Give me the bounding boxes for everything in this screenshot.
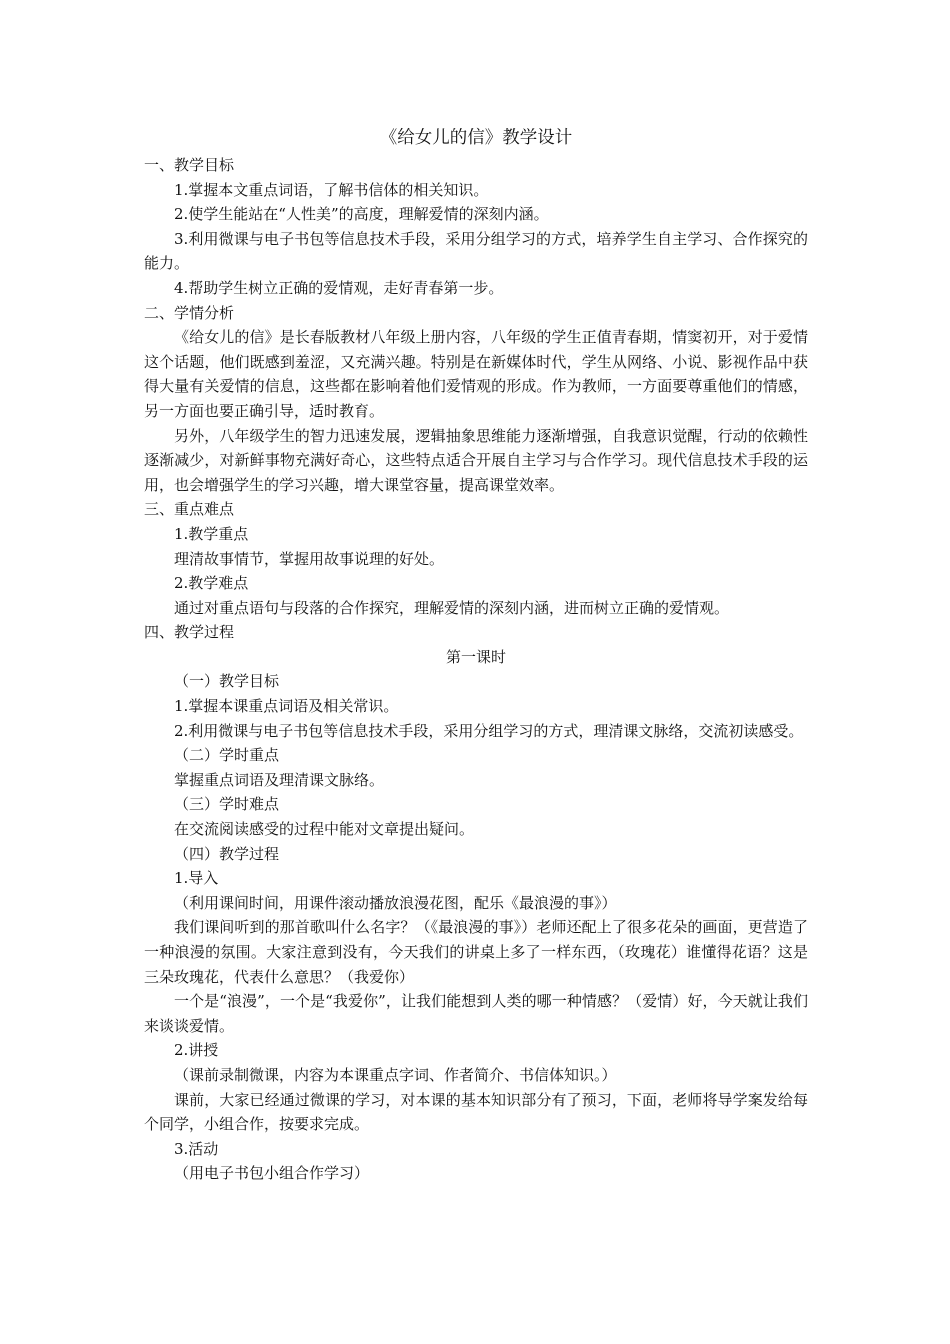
section-heading: 三、重点难点 <box>144 500 235 519</box>
paragraph: （二）学时重点 <box>174 746 280 765</box>
paragraph: 1.掌握本课重点词语及相关常识。 <box>174 697 399 716</box>
paragraph: 3.利用微课与电子书包等信息技术手段，采用分组学习的方式，培养学生自主学习、合作探究的能力。 <box>144 229 808 273</box>
section-heading: 一、教学目标 <box>144 156 235 174</box>
paragraph: 《给女儿的信》是长春版教材八年级上册内容，八年级的学生正值青春期，情窦初开，对于爱情这个话题，他们既感到羞涩，又充满兴趣。特别是在新媒体时代，学生从网络、小说、影视作品中获得大量有关爱情的信息，这些都在影响着他们爱情观的形成。作为教师，一方面要尊重他们的情感，另一方面也要正确引导，适时教育。 <box>144 328 808 420</box>
paragraph: 2.使学生能站在“人性美”的高度，理解爱情的深刻内涵。 <box>174 205 549 224</box>
paragraph: 2.教学难点 <box>174 574 249 593</box>
paragraph: （用电子书包小组合作学习） <box>174 1164 370 1183</box>
paragraph: （课前录制微课，内容为本课重点字词、作者简介、书信体知识。） <box>174 1065 617 1084</box>
paragraph: （利用课间时间，用课件滚动播放浪漫花图，配乐《最浪漫的事》） <box>174 893 617 912</box>
paragraph: 在交流阅读感受的过程中能对文章提出疑问。 <box>174 820 475 839</box>
paragraph: 1.掌握本文重点词语，了解书信体的相关知识。 <box>174 180 489 199</box>
paragraph: 一个是“浪漫”，一个是“我爱你”，让我们能想到人类的哪一种情感？（爱情）好，今天就让我们来谈谈爱情。 <box>144 992 808 1035</box>
paragraph: （四）教学过程 <box>174 844 280 863</box>
paragraph: 另外，八年级学生的智力迅速发展，逻辑抽象思维能力逐渐增强，自我意识觉醒，行动的依赖性逐渐减少，对新鲜事物充满好奇心，这些特点适合开展自主学习与合作学习。现代信息技术手段的运用，也会增强学生的学习兴趣，增大课堂容量，提高课堂效率。 <box>144 426 808 494</box>
document-title: 《给女儿的信》教学设计 <box>379 128 573 148</box>
lesson-heading: 第一课时 <box>445 647 506 666</box>
paragraph: 我们课间听到的那首歌叫什么名字？（《最浪漫的事》）老师还配上了很多花朵的画面，更营造了一种浪漫的氛围。大家注意到没有，今天我们的讲桌上多了一样东西，（玫瑰花）谁懂得花语？这是三朵玫瑰花，代表什么意思？（我爱你） <box>144 918 808 986</box>
paragraph: 2.利用微课与电子书包等信息技术手段，采用分组学习的方式，理清课文脉络，交流初读感受。 <box>174 721 804 740</box>
paragraph: 4.帮助学生树立正确的爱情观，走好青春第一步。 <box>174 278 504 297</box>
paragraph: 1.教学重点 <box>174 524 249 543</box>
paragraph: 2.讲授 <box>174 1041 219 1060</box>
paragraph: 理清故事情节，掌握用故事说理的好处。 <box>174 549 445 568</box>
paragraph: 通过对重点语句与段落的合作探究，理解爱情的深刻内涵，进而树立正确的爱情观。 <box>174 598 730 617</box>
paragraph: 课前，大家已经通过微课的学习，对本课的基本知识部分有了预习，下面，老师将导学案发给每个同学，小组合作，按要求完成。 <box>144 1090 808 1134</box>
paragraph: （一）教学目标 <box>174 672 280 691</box>
paragraph: （三）学时难点 <box>174 795 280 814</box>
section-heading: 二、学情分析 <box>144 303 235 322</box>
paragraph: 1.导入 <box>174 869 219 888</box>
paragraph: 3.活动 <box>174 1139 219 1158</box>
section-heading: 四、教学过程 <box>144 623 235 642</box>
document-body <box>144 153 808 1186</box>
paragraph: 掌握重点词语及理清课文脉络。 <box>174 770 385 789</box>
